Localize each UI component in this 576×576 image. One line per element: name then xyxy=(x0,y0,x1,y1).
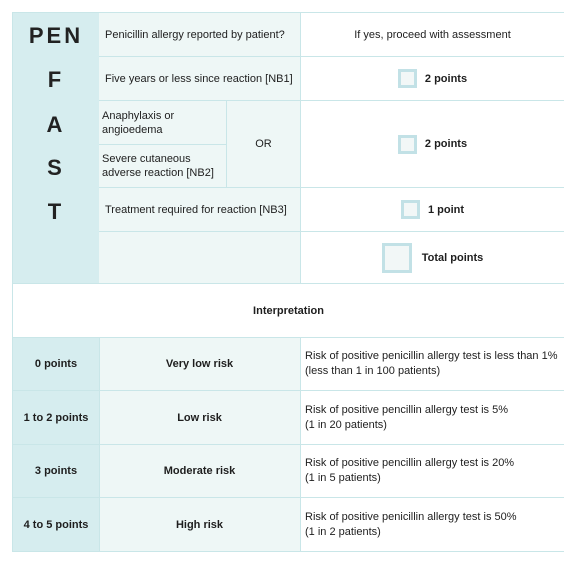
description-3-line1: Risk of positive penicillin allergy test is 50% xyxy=(305,510,517,523)
letter-pen: PEN xyxy=(28,23,84,48)
row-divider xyxy=(13,497,564,498)
question-s xyxy=(99,145,226,187)
question-f: Five years or less since reaction [NB1] xyxy=(99,57,300,100)
question-a-line1: Anaphylaxis or xyxy=(102,109,175,122)
row-divider xyxy=(99,144,226,145)
description-1 xyxy=(301,391,564,444)
letter-a: A xyxy=(46,112,66,137)
letter-s: S xyxy=(47,155,65,180)
description-1-line1: Risk of positive pencillin allergy test is 5% xyxy=(305,403,508,416)
risk-1: Low risk xyxy=(99,391,300,444)
row-divider xyxy=(99,187,564,188)
answer-as xyxy=(301,101,564,187)
checkbox-as[interactable] xyxy=(398,135,417,154)
acronym-column xyxy=(13,13,99,283)
range-0: 0 points xyxy=(13,338,99,390)
answer-f xyxy=(301,57,564,100)
row-divider xyxy=(13,337,564,338)
letter-t: T xyxy=(47,199,65,224)
range-2: 3 points xyxy=(13,445,99,497)
description-3 xyxy=(301,498,564,551)
description-2 xyxy=(301,445,564,497)
row-divider xyxy=(99,231,564,232)
risk-3: High risk xyxy=(99,498,300,551)
total-points-box[interactable] xyxy=(382,243,412,273)
row-divider xyxy=(13,444,564,445)
column-divider xyxy=(300,338,301,551)
risk-2: Moderate risk xyxy=(99,445,300,497)
penfast-table xyxy=(12,12,564,552)
risk-0: Very low risk xyxy=(99,338,300,390)
points-f: 2 points xyxy=(424,72,468,85)
question-a xyxy=(99,101,226,144)
row-divider xyxy=(13,283,564,284)
description-2-line1: Risk of positive pencillin allergy test is 20% xyxy=(305,457,515,469)
description-0-line1: Risk of positive penicillin allergy test is less than 1% xyxy=(305,350,558,362)
range-1: 1 to 2 points xyxy=(13,391,99,444)
interpretation-heading: Interpretation xyxy=(13,284,564,337)
or-label: OR xyxy=(227,101,300,187)
row-divider xyxy=(13,390,564,391)
description-1-line2: (1 in 20 patients) xyxy=(305,418,387,431)
description-3-line2: (1 in 2 patients) xyxy=(305,525,381,538)
checkbox-f[interactable] xyxy=(398,69,417,88)
question-pen: Penicillin allergy reported by patient? xyxy=(99,13,300,56)
total-points-label: Total points xyxy=(421,251,484,264)
description-0-line2: (less than 1 in 100 patients) xyxy=(305,365,441,377)
range-3: 4 to 5 points xyxy=(13,498,99,551)
total-points xyxy=(301,232,564,283)
description-0 xyxy=(301,338,564,390)
column-divider xyxy=(226,101,227,187)
question-s-line1: Severe cutaneous xyxy=(102,153,191,165)
checkbox-t[interactable] xyxy=(401,200,420,219)
question-s-line2: adverse reaction [NB2] xyxy=(102,167,214,179)
question-t: Treatment required for reaction [NB3] xyxy=(99,188,300,231)
description-2-line2: (1 in 5 patients) xyxy=(305,472,381,484)
column-divider xyxy=(99,338,100,551)
points-t: 1 point xyxy=(427,203,465,216)
row-divider xyxy=(99,56,564,57)
letter-f: F xyxy=(47,67,65,92)
answer-t xyxy=(301,188,564,231)
question-a-line2: angioedema xyxy=(102,123,163,136)
points-as: 2 points xyxy=(424,138,468,150)
column-divider xyxy=(300,13,301,283)
total-blank xyxy=(99,232,300,283)
answer-pen: If yes, proceed with assessment xyxy=(301,13,564,56)
row-divider xyxy=(99,100,564,101)
